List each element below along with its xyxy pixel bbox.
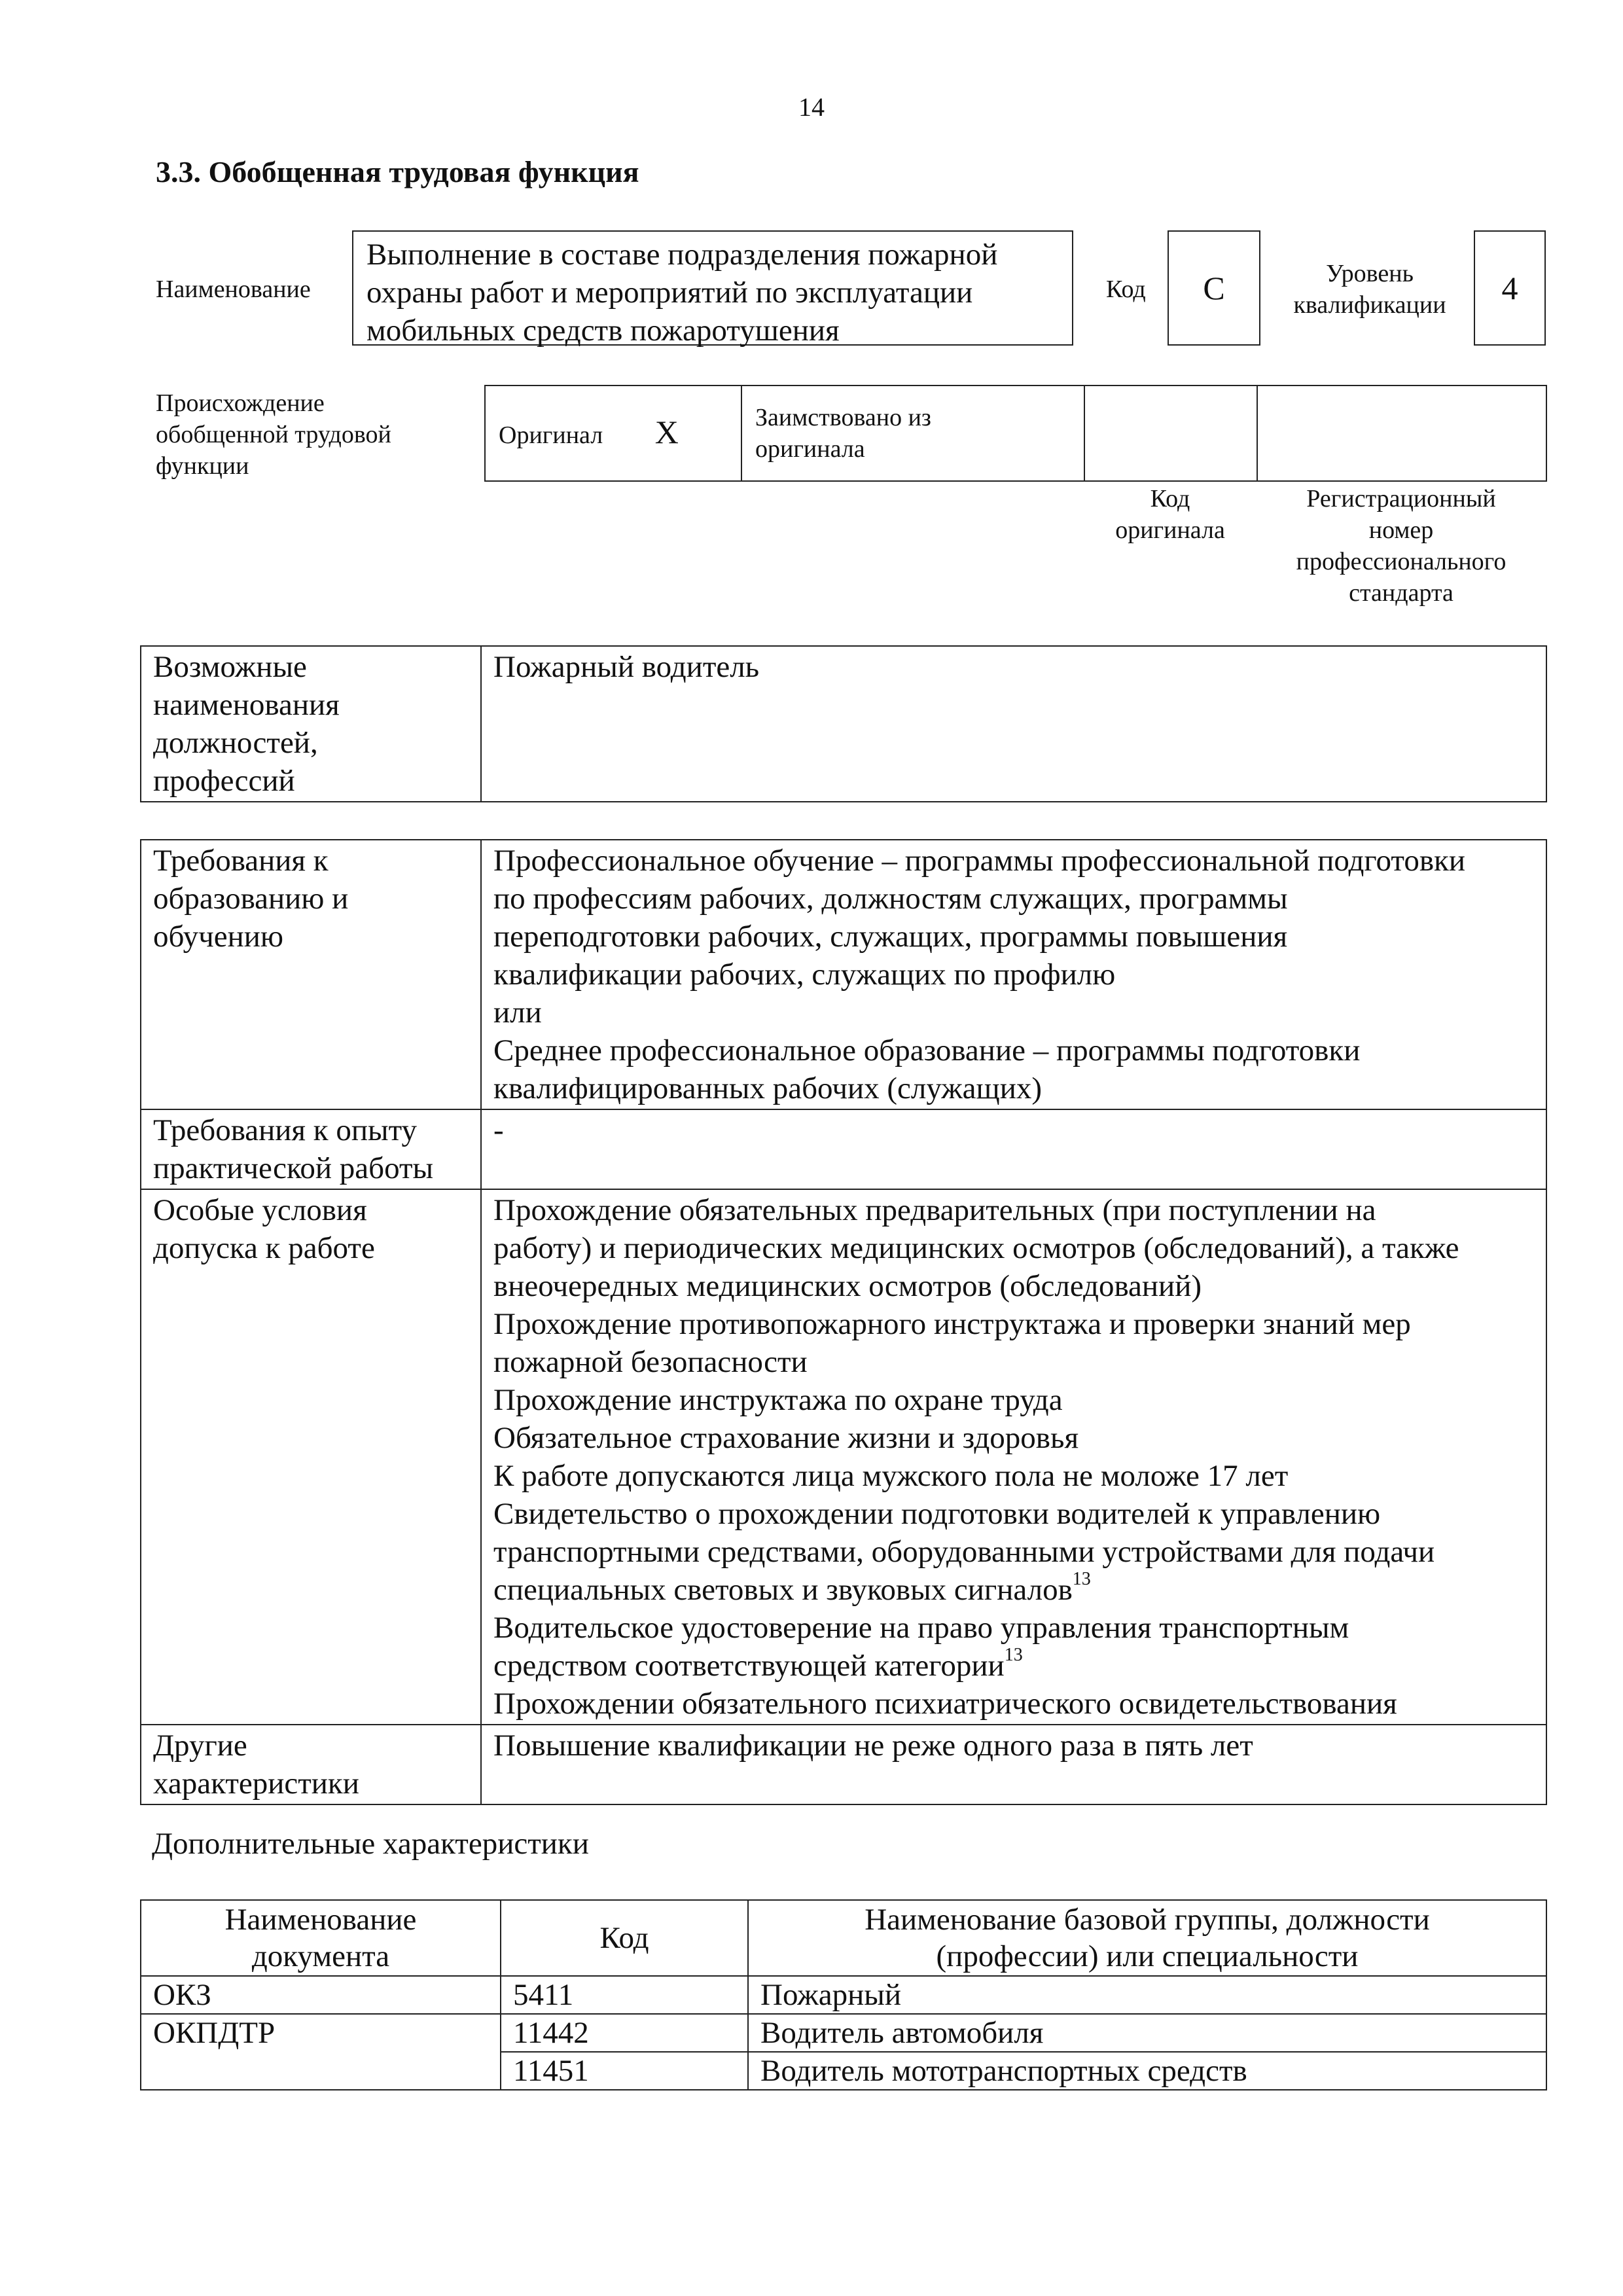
original-label: Оригинал: [499, 421, 603, 449]
page-number: 14: [798, 92, 825, 122]
conditions-line-text: специальных световых и звуковых сигналов: [493, 1573, 1073, 1607]
other-label-line: Другие: [153, 1729, 247, 1763]
footnote-ref: 13: [1072, 1569, 1091, 1590]
function-name-line: Выполнение в составе подразделения пожарной: [366, 238, 998, 272]
experience-label-cell: [141, 1109, 481, 1189]
other-value-cell: [481, 1725, 1546, 1804]
conditions-line: Прохождение противопожарного инструктажа и проверки знаний мер: [493, 1307, 1411, 1341]
header-doc: [141, 1900, 501, 1976]
conditions-value-cell: [481, 1189, 1546, 1725]
header-doc-line: Наименование: [224, 1903, 417, 1937]
conditions-line: Водительское удостоверение на право управления транспортным: [493, 1611, 1349, 1645]
code-cell: 11442: [501, 2014, 748, 2052]
reg-number-line: номер: [1368, 516, 1434, 544]
level-label: [1275, 258, 1465, 321]
education-label-cell: [141, 840, 481, 1109]
education-line: квалификации рабочих, служащих по профилю: [493, 958, 1116, 992]
table-row: [141, 2014, 1546, 2052]
function-name-line: мобильных средств пожаротушения: [366, 314, 840, 348]
origin-reg-cell: [1257, 386, 1546, 481]
borrowed-line: оригинала: [755, 435, 865, 463]
original-mark: X: [654, 413, 679, 450]
conditions-label-line: Особые условия: [153, 1193, 367, 1227]
experience-value-cell: [481, 1109, 1546, 1189]
conditions-label-line: допуска к работе: [153, 1231, 375, 1265]
positions-label-line: должностей,: [153, 726, 318, 760]
experience-label-line: Требования к опыту: [153, 1113, 418, 1147]
header-name-line: (профессии) или специальности: [936, 1939, 1359, 1973]
function-name-box: [352, 230, 1073, 346]
origin-label-line: функции: [156, 452, 249, 480]
education-label-line: Требования к: [153, 844, 329, 878]
code-original-line: оригинала: [1115, 516, 1225, 544]
code-cell: 11451: [501, 2052, 748, 2090]
reg-number-line: Регистрационный: [1306, 485, 1496, 512]
doc-cell: ОКЗ: [141, 1976, 501, 2014]
other-line: Повышение квалификации не реже одного раза в пять лет: [493, 1729, 1253, 1763]
code-cell: 5411: [501, 1976, 748, 2014]
other-label-line: характеристики: [153, 1767, 359, 1801]
name-label: Наименование: [156, 276, 311, 303]
reg-number-caption: [1257, 483, 1546, 609]
education-line: Среднее профессиональное образование – программы подготовки: [493, 1033, 1361, 1067]
function-name-line: охраны работ и мероприятий по эксплуатации: [366, 276, 973, 310]
positions-label-line: наименования: [153, 688, 340, 722]
requirements-table: [140, 839, 1547, 1805]
conditions-line: Обязательное страхование жизни и здоровья: [493, 1421, 1079, 1455]
requirements-row-other: [141, 1725, 1546, 1804]
section-title: 3.3. Обобщенная трудовая функция: [156, 155, 639, 188]
header-name: [748, 1900, 1546, 1976]
name-cell: Водитель автомобиля: [748, 2014, 1546, 2052]
positions-label-line: профессий: [153, 764, 295, 798]
name-cell: Водитель мототранспортных средств: [748, 2052, 1546, 2090]
level-label-line: квалификации: [1293, 291, 1446, 319]
reg-number-line: профессионального: [1296, 548, 1507, 575]
code-original-line: Код: [1150, 485, 1190, 512]
requirements-row-education: [141, 840, 1546, 1109]
header-doc-line: документа: [251, 1939, 390, 1973]
education-line: или: [493, 996, 542, 1030]
experience-label-line: практической работы: [153, 1151, 434, 1185]
education-label-line: обучению: [153, 920, 284, 954]
origin-borrowed-cell: [741, 386, 1084, 481]
positions-value-cell: Пожарный водитель: [481, 646, 1546, 802]
header-name-line: Наименование базовой группы, должности: [865, 1903, 1430, 1937]
experience-line: -: [493, 1113, 504, 1147]
education-line: Профессиональное обучение – программы профессиональной подготовки: [493, 844, 1466, 878]
origin-label: [156, 387, 391, 482]
conditions-line: транспортными средствами, оборудованными устройствами для подачи: [493, 1535, 1435, 1569]
conditions-label-cell: [141, 1189, 481, 1725]
origin-label-line: Происхождение: [156, 389, 325, 417]
education-line: по профессиям рабочих, должностям служащих, программы: [493, 882, 1288, 916]
positions-table: [140, 645, 1547, 802]
origin-label-line: обобщенной трудовой: [156, 421, 391, 448]
conditions-line: Свидетельство о прохождении подготовки водителей к управлению: [493, 1497, 1381, 1531]
conditions-line: Прохождение инструктажа по охране труда: [493, 1383, 1063, 1417]
doc-cell: ОКПДТР: [141, 2014, 501, 2090]
level-label-line: Уровень: [1326, 260, 1414, 287]
other-label-cell: [141, 1725, 481, 1804]
origin-original-cell: [485, 386, 741, 481]
code-original-caption: [1084, 483, 1257, 546]
conditions-line: [493, 1571, 1534, 1609]
positions-label-cell: [141, 646, 481, 802]
requirements-row-conditions: [141, 1189, 1546, 1725]
conditions-line: работу) и периодических медицинских осмотров (обследований), а также: [493, 1231, 1459, 1265]
education-label-line: образованию и: [153, 882, 349, 916]
name-cell: Пожарный: [748, 1976, 1546, 2014]
origin-table: [484, 385, 1547, 482]
conditions-line: внеочередных медицинских осмотров (обследований): [493, 1269, 1202, 1303]
conditions-line: Прохождении обязательного психиатрического освидетельствования: [493, 1687, 1397, 1721]
education-line: квалифицированных рабочих (служащих): [493, 1071, 1043, 1105]
code-value: С: [1168, 230, 1260, 346]
conditions-line: пожарной безопасности: [493, 1345, 808, 1379]
education-line: переподготовки рабочих, служащих, программы повышения: [493, 920, 1288, 954]
table-row: [141, 1976, 1546, 2014]
conditions-line: Прохождение обязательных предварительных (при поступлении на: [493, 1193, 1376, 1227]
additional-table: [140, 1899, 1547, 2090]
code-label: Код: [1106, 276, 1146, 303]
borrowed-line: Заимствовано из: [755, 404, 931, 431]
additional-title: Дополнительные характеристики: [152, 1827, 589, 1861]
level-value: 4: [1474, 230, 1546, 346]
conditions-line-text: средством соответствующей категории: [493, 1649, 1005, 1683]
requirements-row-experience: [141, 1109, 1546, 1189]
conditions-line: [493, 1647, 1534, 1685]
header-code: Код: [501, 1900, 748, 1976]
positions-label-line: Возможные: [153, 650, 307, 684]
education-value-cell: [481, 840, 1546, 1109]
origin-code-cell: [1084, 386, 1257, 481]
reg-number-line: стандарта: [1349, 579, 1454, 607]
conditions-line: К работе допускаются лица мужского пола не моложе 17 лет: [493, 1459, 1289, 1493]
footnote-ref: 13: [1004, 1645, 1023, 1666]
